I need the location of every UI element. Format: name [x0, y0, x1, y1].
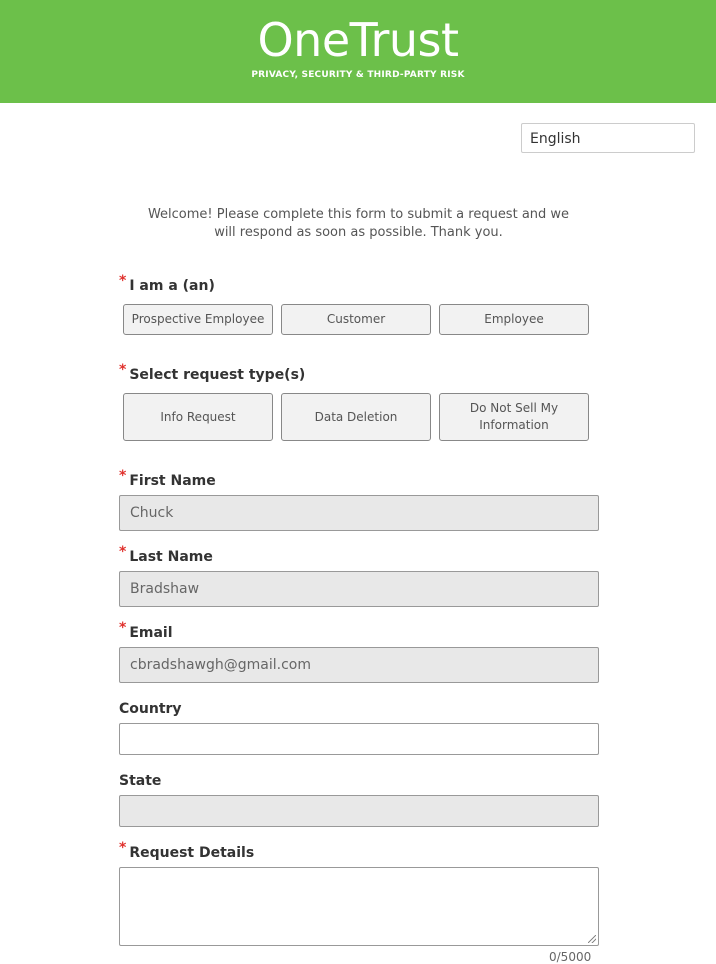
request-details-textarea[interactable] — [119, 867, 599, 946]
option-employee[interactable]: Employee — [439, 304, 589, 335]
request-type-label — [119, 362, 306, 384]
required-marker: * — [119, 544, 127, 560]
option-do-not-sell[interactable]: Do Not Sell My Information — [439, 393, 589, 441]
last-name-input[interactable]: Bradshaw — [119, 571, 599, 607]
option-info-request[interactable]: Info Request — [123, 393, 273, 441]
logo-subtitle: PRIVACY, SECURITY & THIRD-PARTY RISK — [251, 70, 465, 80]
character-counter: 0/5000 — [549, 950, 592, 964]
logo-title: OneTrust — [257, 13, 459, 67]
first-name-label — [119, 468, 216, 490]
last-name-label — [119, 544, 213, 566]
i-am-a-label — [119, 273, 215, 295]
i-am-a-label-text: I am a (an) — [129, 278, 215, 294]
email-input[interactable]: cbradshawgh@gmail.com — [119, 647, 599, 683]
state-select[interactable] — [119, 795, 599, 827]
request-details-label-text: Request Details — [129, 845, 255, 861]
option-data-deletion[interactable]: Data Deletion — [281, 393, 431, 441]
required-marker: * — [119, 840, 127, 856]
email-label — [119, 620, 173, 642]
first-name-input[interactable]: Chuck — [119, 495, 599, 531]
request-type-label-text: Select request type(s) — [129, 367, 306, 383]
resize-handle-icon[interactable] — [588, 935, 596, 943]
required-marker: * — [119, 620, 127, 636]
required-marker: * — [119, 468, 127, 484]
option-prospective-employee[interactable]: Prospective Employee — [123, 304, 273, 335]
country-select[interactable] — [119, 723, 599, 755]
welcome-message: Welcome! Please complete this form to submit a request and we will respond as soon as possible. Thank you. — [147, 207, 570, 240]
required-marker: * — [119, 273, 127, 289]
state-label — [119, 772, 161, 790]
email-label-text: Email — [129, 625, 173, 641]
brand-header — [0, 0, 716, 103]
required-marker: * — [119, 362, 127, 378]
country-label-text: Country — [119, 701, 182, 717]
last-name-label-text: Last Name — [129, 549, 213, 565]
option-customer[interactable]: Customer — [281, 304, 431, 335]
first-name-label-text: First Name — [129, 473, 216, 489]
request-details-label — [119, 840, 255, 862]
language-select[interactable]: English — [521, 123, 695, 153]
state-label-text: State — [119, 773, 162, 789]
country-label — [119, 700, 182, 718]
